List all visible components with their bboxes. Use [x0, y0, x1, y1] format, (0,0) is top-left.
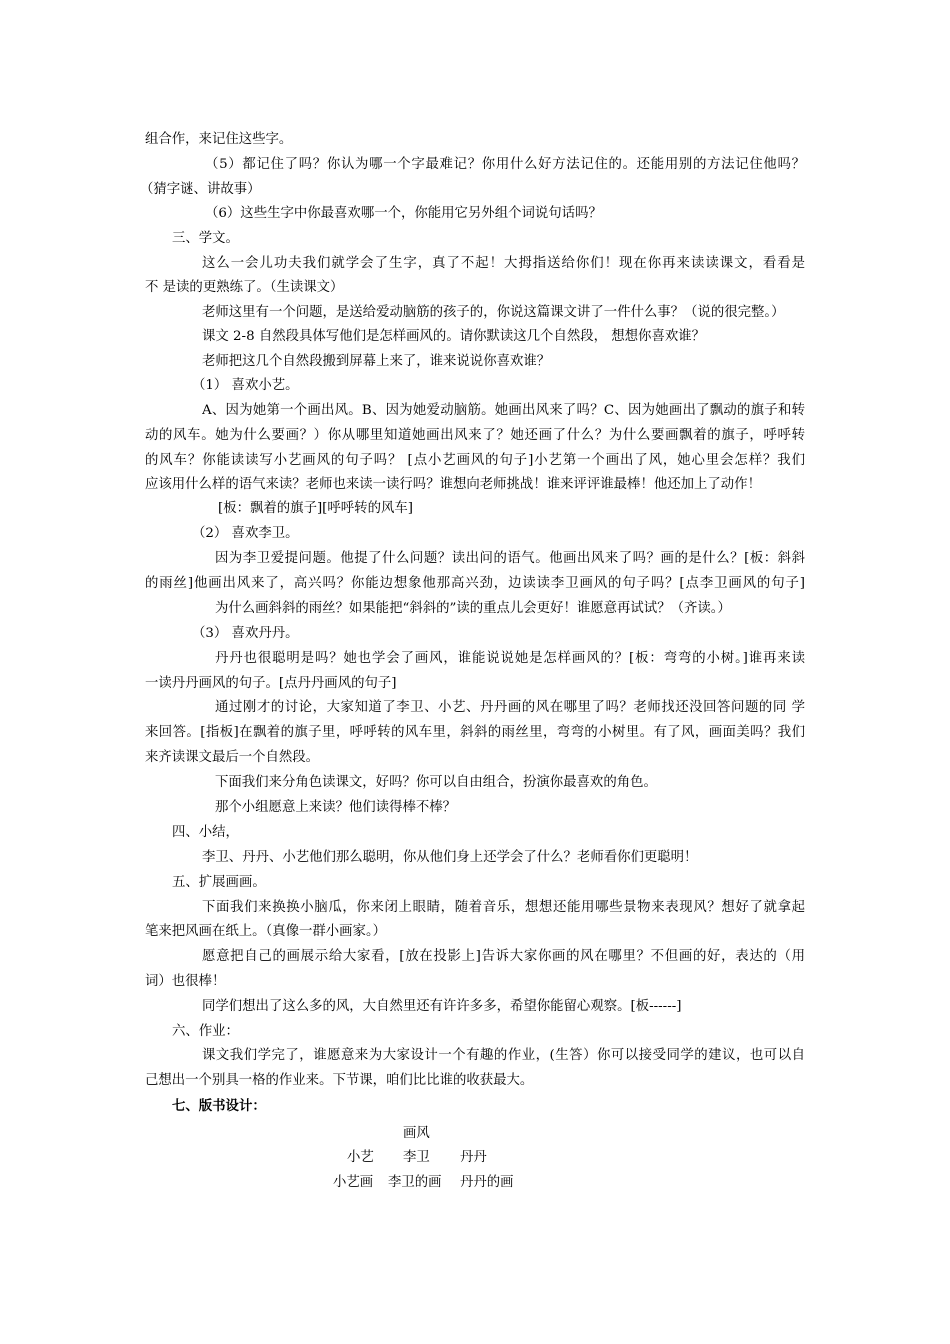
section-heading-bold: 七、版书设计：: [172, 1098, 266, 1114]
text-line: 下面我们来分角色读课文，好吗？你可以自由组合，扮演你最喜欢的角色。: [215, 775, 657, 790]
text-line: 这么一会儿功夫我们就学会了生字，真了不起！大拇指送给你们！现在你再来读读课文，看看是: [202, 256, 805, 271]
section-heading: 四、小结，: [172, 825, 239, 840]
text-line: 来齐读课文最后一个自然段。: [145, 750, 320, 765]
text-line: （6）这些生字中你最喜欢哪一个，你能用它另外组个词说句话吗？: [205, 206, 602, 221]
text-line: （2） 喜欢李卫。: [192, 526, 299, 541]
text-line: 老师把这几个自然段搬到屏幕上来了，谁来说说你喜欢谁？: [202, 354, 551, 369]
text-line: 笔来把风画在纸上。（真像一群小画家。）: [145, 924, 387, 939]
text-line: 老师这里有一个问题，是送给爱动脑筋的孩子的，你说这篇课文讲了一件什么事？（说的很完整。）: [202, 305, 785, 320]
text-line: 下面我们来换换小脑瓜，你来闭上眼睛，随着音乐，想想还能用哪些景物来表现风？想好了就拿起: [202, 900, 805, 915]
text-line: （5）都记住了吗？你认为哪一个字最难记？你用什么好方法记住的。还能用别的方法记住他吗？: [205, 157, 805, 172]
board-item: 李卫的画: [388, 1175, 442, 1190]
text-line: 课文我们学完了，谁愿意来为大家设计一个有趣的作业，(生答）你可以接受同学的建议，也可以自: [202, 1048, 805, 1063]
section-heading: 三、学文。: [172, 231, 239, 246]
board-item: 小艺: [347, 1150, 374, 1165]
text-line: 李卫、丹丹、小艺他们那么聪明，你从他们身上还学会了什么？老师看你们更聪明！: [202, 850, 698, 865]
text-line: 课文 2-8 自然段具体写他们是怎样画风的。请你默读这几个自然段， 想想你喜欢谁？: [202, 329, 706, 344]
text-line: （1） 喜欢小艺。: [192, 378, 299, 393]
text-line: 己想出一个别具一格的作业来。下节课，咱们比比谁的收获最大。: [145, 1073, 534, 1088]
text-line: 一读丹丹画风的句子。[点丹丹画风的句子]: [145, 676, 397, 691]
text-line: 词）也很棒！: [145, 974, 226, 989]
text-line: 那个小组愿意上来读？他们读得棒不棒？: [215, 800, 457, 815]
text-line: 的雨丝]他画出风来了，高兴吗？你能边想象他那高兴劲，边读读李卫画风的句子吗？[点李卫画风的句子]: [145, 576, 805, 591]
section-heading: 五、扩展画画。: [172, 875, 266, 890]
text-line: [板：飘着的旗子][呼呼转的风车]: [218, 501, 413, 516]
board-item: 小艺画: [333, 1175, 374, 1190]
text-line: 愿意把自己的画展示给大家看，[放在投影上]告诉大家你画的风在哪里？不但画的好，表达的（用: [202, 949, 805, 964]
text-line: 不 是读的更熟练了。（生读课文）: [145, 280, 344, 295]
text-line: A、因为她第一个画出风。B、因为她爱动脑筋。她画出风来了吗？C、因为她画出了飘动的旗子和转: [202, 403, 805, 418]
text-line: （猜字谜、讲故事）: [140, 182, 261, 197]
text-line: 为什么画斜斜的雨丝？如果能把“斜斜的”读的重点儿会更好！谁愿意再试试？（齐读。）: [215, 601, 731, 616]
text-line: （3） 喜欢丹丹。: [192, 626, 299, 641]
text-line: 同学们想出了这么多的风，大自然里还有许许多多，希望你能留心观察。[板------]: [202, 999, 682, 1014]
board-item: 丹丹: [460, 1150, 487, 1165]
section-heading: 六、作业：: [172, 1024, 239, 1039]
text-line: 组合作，来记住这些字。: [145, 132, 293, 147]
board-item: 丹丹的画: [460, 1175, 514, 1190]
text-line: 通过刚才的讨论，大家知道了李卫、小艺、丹丹画的风在哪里了吗？老师找还没回答问题的同 学: [215, 700, 805, 715]
text-line: 因为李卫爱提问题。他提了什么问题？读出问的语气。他画出风来了吗？画的是什么？[板：斜斜: [215, 551, 805, 566]
text-line: 来回答。[指板]在飘着的旗子里，呼呼转的风车里，斜斜的雨丝里，弯弯的小树里。有了风，画面美吗？我们: [145, 725, 805, 740]
text-line: 丹丹也很聪明是吗？她也学会了画风，谁能说说她是怎样画风的？[板：弯弯的小树。]谁再来读: [215, 651, 805, 666]
text-line: 动的风车。她为什么要画？）你从哪里知道她画出风来了？她还画了什么？为什么要画飘着的旗子，呼呼转: [145, 428, 805, 443]
text-line: 应该用什么样的语气来读？老师也来读一读行吗？谁想向老师挑战！谁来评评谁最棒！他还加上了动作！: [145, 477, 761, 492]
board-title: 画风: [403, 1126, 430, 1141]
text-line: 的风车？你能读读写小艺画风的句子吗？ [点小艺画风的句子]小艺第一个画出了风，她心里会怎样？我们: [145, 453, 805, 468]
board-item: 李卫: [403, 1150, 430, 1165]
